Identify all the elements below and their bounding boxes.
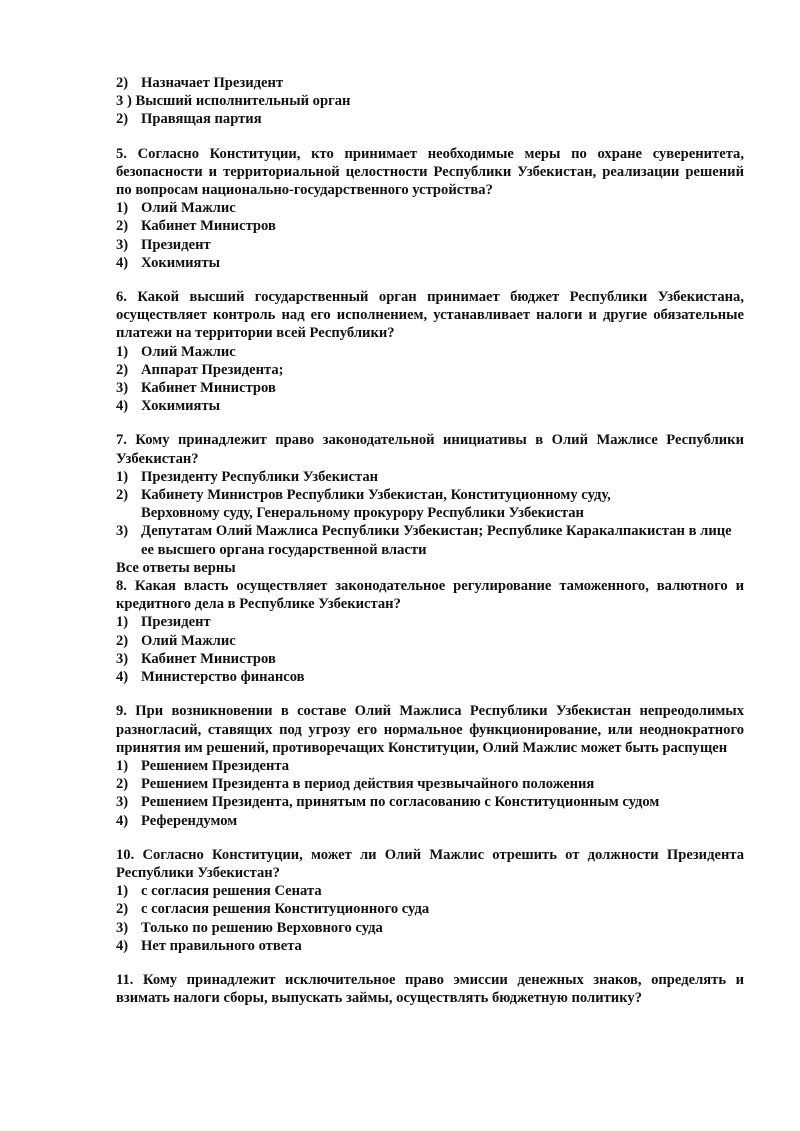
- answer-options: [116, 757, 744, 830]
- option-number: 1): [116, 614, 129, 631]
- option-number: 2): [116, 111, 129, 128]
- option-number: 2): [116, 487, 129, 504]
- option-number: 2): [116, 75, 129, 91]
- list-item: [116, 468, 744, 486]
- list-item: [116, 900, 744, 918]
- option-text: Депутатам Олий Мажлиса Республики Узбекистан; Республике Каракалпакистан в лице ее высшего органа государственной власти: [141, 523, 732, 558]
- list-item: [116, 110, 744, 128]
- list-item: [116, 397, 744, 415]
- list-item: [116, 613, 744, 631]
- option-text: Аппарат Президента;: [141, 361, 284, 378]
- option-text: Референдумом: [141, 812, 238, 829]
- option-text: Кабинету Министров Республики Узбекистан, Конституционному суду, Верховному суду, Генеральному прокурору Республики Узбекистан: [141, 487, 611, 522]
- list-item: [116, 937, 744, 955]
- option-number: 2): [116, 632, 129, 649]
- answer-options: [116, 882, 744, 955]
- list-item: [116, 379, 744, 397]
- option-number: 2): [116, 361, 129, 378]
- option-text: Решением Президента в период действия чрезвычайного положения: [141, 776, 595, 793]
- option-text: Правящая партия: [141, 111, 262, 128]
- option-number: 3): [116, 380, 129, 397]
- option-number: 3): [116, 650, 129, 667]
- option-number: 1): [116, 343, 129, 360]
- list-item: [116, 812, 744, 830]
- list-item: [116, 650, 744, 668]
- question-text: 5. Согласно Конституции, кто принимает необходимые меры по охране суверенитета, безопасности и территориальной целостности Республики Узбекистан, реализации решений по вопросам национально-государственного устройства?: [116, 145, 744, 199]
- option-text: Только по решению Верховного суда: [141, 919, 383, 936]
- option-text: Президент: [141, 614, 211, 631]
- list-item: [116, 236, 744, 254]
- answer-options: [116, 343, 744, 416]
- option-number: 4): [116, 812, 129, 829]
- list-item: [116, 254, 744, 272]
- option-number: 1): [116, 757, 129, 774]
- option-text: Олий Мажлис: [141, 343, 236, 360]
- list-item: 3 ) Высший исполнительный орган: [116, 93, 351, 110]
- question-text: 11. Кому принадлежит исключительное право эмиссии денежных знаков, определять и взимать налоги сборы, выпускать займы, осуществлять бюджетную политику?: [116, 971, 744, 1007]
- option-number: 4): [116, 669, 129, 686]
- option-text: Олий Мажлис: [141, 200, 236, 217]
- option-number: 1): [116, 200, 129, 217]
- list-item: [116, 775, 744, 793]
- list-item: [116, 793, 744, 811]
- list-item: [116, 882, 744, 900]
- option-text: Кабинет Министров: [141, 650, 276, 667]
- option-number: 3): [116, 919, 129, 936]
- option-text: с согласия решения Сената: [141, 883, 322, 900]
- answer-note: Все ответы верны: [116, 559, 236, 576]
- option-number: 2): [116, 901, 129, 918]
- option-number: 3): [116, 523, 129, 540]
- option-number: 2): [116, 776, 129, 793]
- option-number: 1): [116, 468, 129, 485]
- option-text: Нет правильного ответа: [141, 937, 302, 954]
- list-item: [116, 199, 744, 217]
- option-text: Кабинет Министров: [141, 218, 276, 235]
- question-text: 8. Какая власть осуществляет законодательное регулирование таможенного, валютного и кредитного дела в Республике Узбекистан?: [116, 578, 744, 613]
- intro-list: [116, 74, 744, 129]
- option-text: Президент: [141, 236, 211, 253]
- answer-options: [116, 613, 744, 686]
- list-item: [116, 74, 744, 92]
- question-text: 7. Кому принадлежит право законодательной инициативы в Олий Мажлисе Республики Узбекистан?: [116, 432, 744, 467]
- list-item: [116, 361, 744, 379]
- list-item: [116, 919, 744, 937]
- option-number: 3): [116, 236, 129, 253]
- question-text: 9. При возникновении в составе Олий Мажлиса Республики Узбекистан непреодолимых разногласий, ставящих под угрозу его нормальное функционирование, или неоднократного принятия им решений, противоречащих Конституции, Олий Мажлис может быть распущен: [116, 703, 744, 756]
- option-number: 4): [116, 254, 129, 271]
- option-number: 4): [116, 937, 129, 954]
- question-text: 6. Какой высший государственный орган принимает бюджет Республики Узбекистана, осуществляет контроль над его исполнением, устанавливает налоги и другие обязательные платежи на территории всей Республики?: [116, 289, 744, 342]
- list-item: [116, 486, 744, 522]
- option-number: 3): [116, 794, 129, 811]
- option-number: 4): [116, 398, 129, 415]
- option-text: Президенту Республики Узбекистан: [141, 468, 379, 485]
- option-text: Хокимияты: [141, 398, 221, 415]
- option-text: Назначает Президент: [141, 75, 284, 91]
- list-item: [116, 668, 744, 686]
- option-number: 1): [116, 883, 129, 900]
- option-text: Хокимияты: [141, 254, 221, 271]
- answer-options: [116, 199, 744, 272]
- option-text: Министерство финансов: [141, 669, 305, 686]
- list-item: [116, 343, 744, 361]
- option-text: Решением Президента, принятым по согласованию с Конституционным судом: [141, 794, 660, 811]
- answer-options: [116, 468, 744, 559]
- option-text: Решением Президента: [141, 757, 290, 774]
- list-item: [116, 217, 744, 235]
- list-item: [116, 632, 744, 650]
- option-text: Кабинет Министров: [141, 380, 276, 397]
- list-item: [116, 757, 744, 775]
- option-number: 2): [116, 218, 129, 235]
- option-text: с согласия решения Конституционного суда: [141, 901, 430, 918]
- question-text: 10. Согласно Конституции, может ли Олий Мажлис отрешить от должности Президента Республики Узбекистан?: [116, 846, 744, 881]
- list-item: [116, 522, 744, 558]
- option-text: Олий Мажлис: [141, 632, 236, 649]
- document-page: [116, 74, 744, 1007]
